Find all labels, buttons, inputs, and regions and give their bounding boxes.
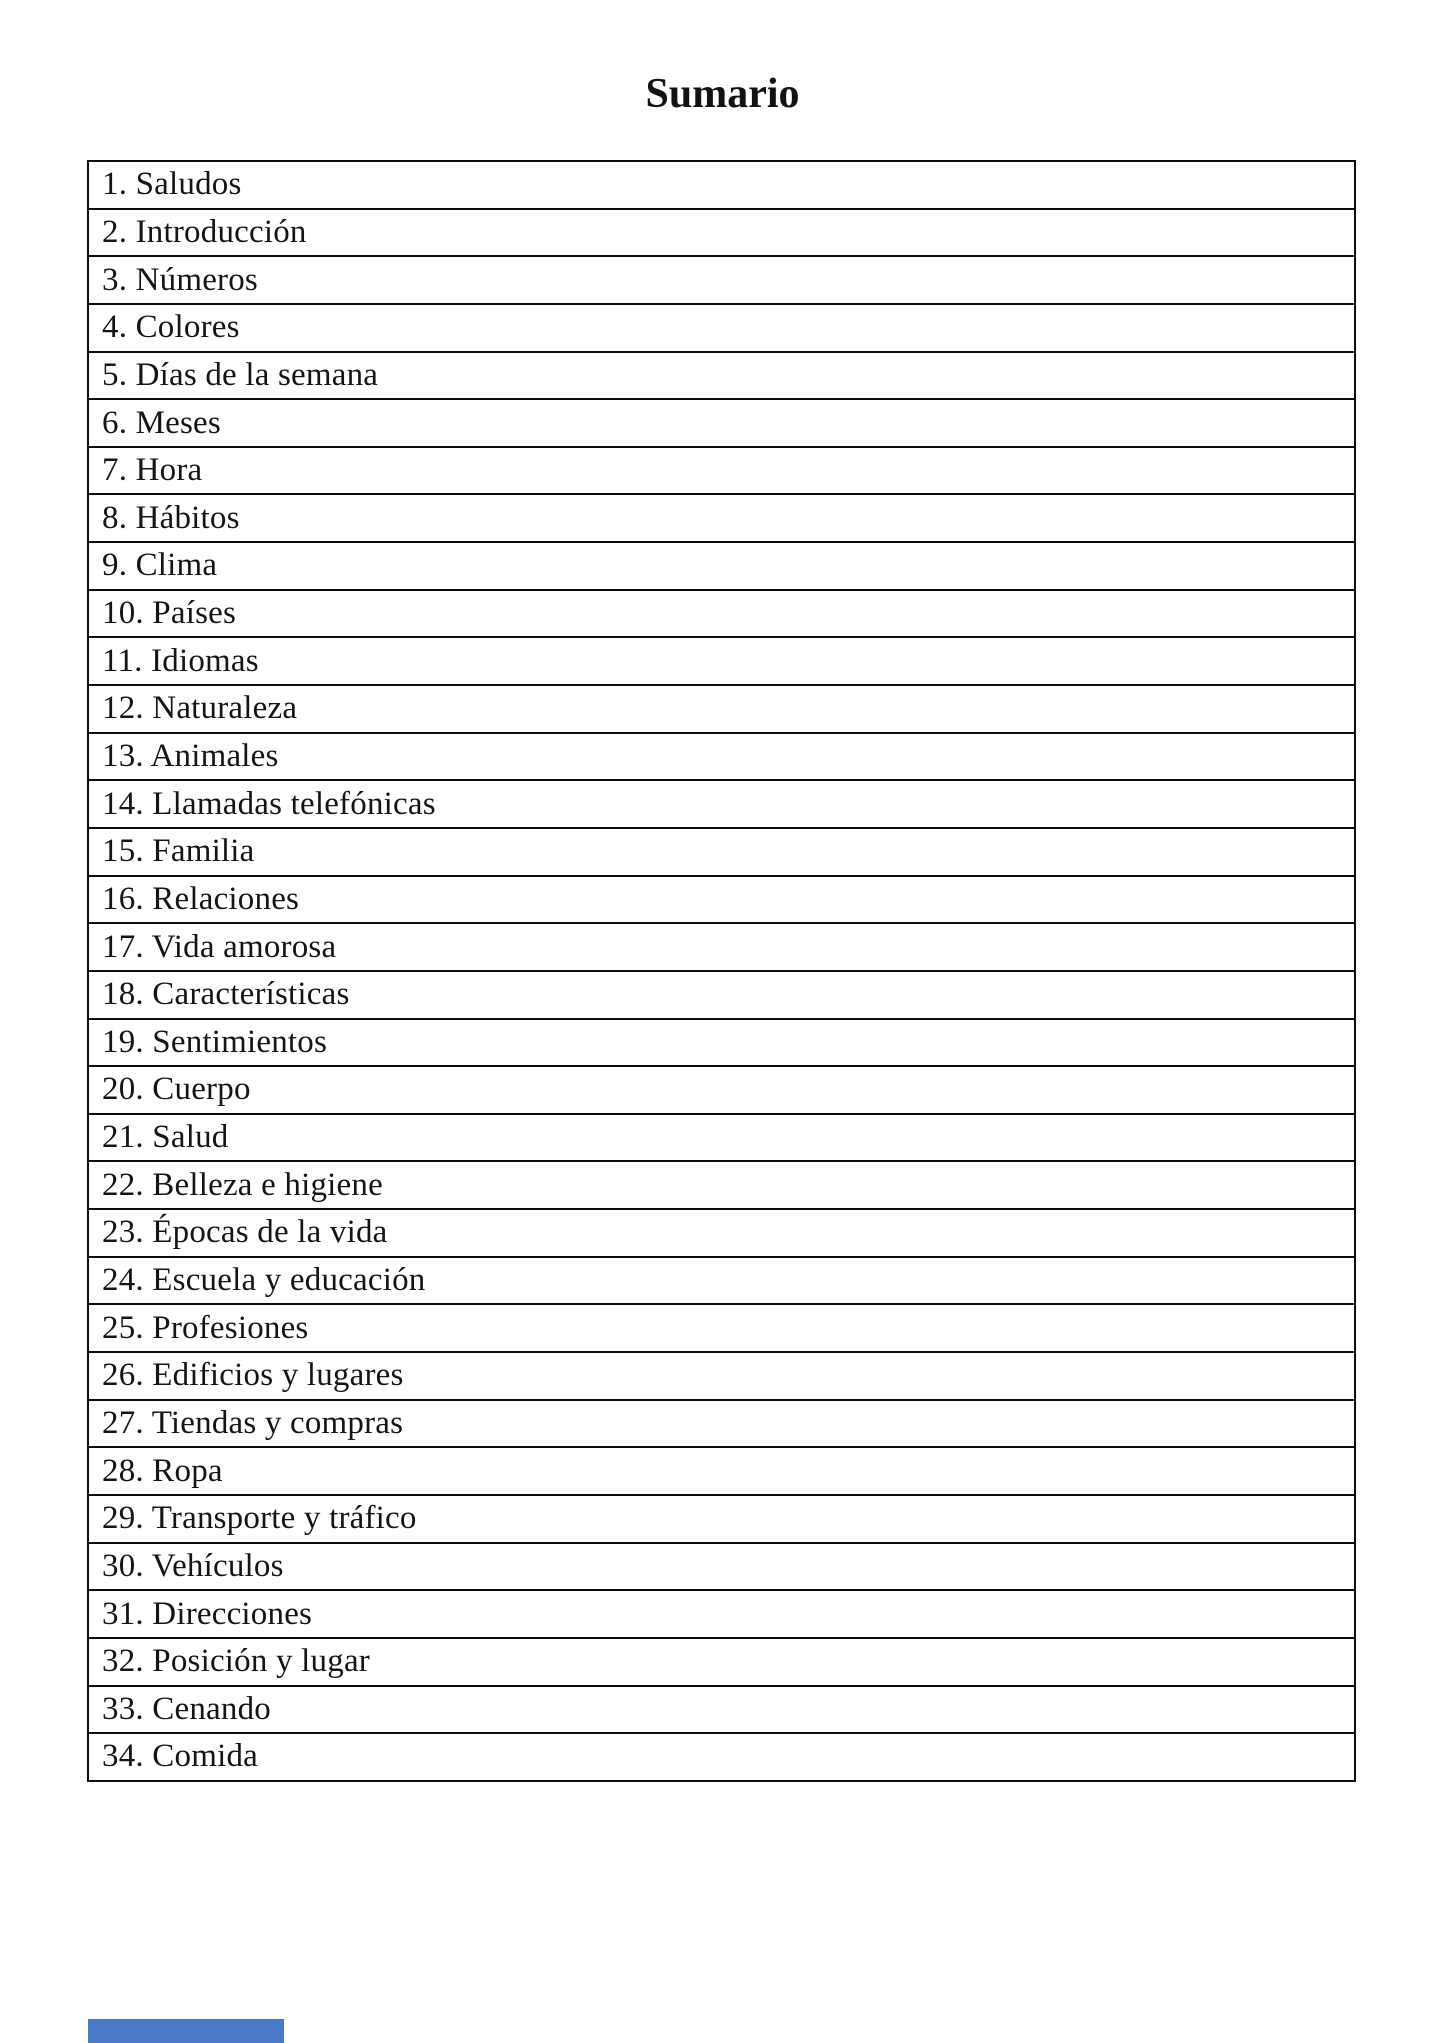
toc-row <box>89 1162 1354 1210</box>
toc-row-label: 14. Llamadas telefónicas <box>102 785 436 822</box>
toc-row-label: 22. Belleza e higiene <box>102 1166 383 1203</box>
toc-row-label: 4. Colores <box>102 309 240 346</box>
toc-row <box>89 1544 1354 1592</box>
toc-row <box>89 591 1354 639</box>
toc-row-label: 9. Clima <box>102 547 218 584</box>
toc-row <box>89 495 1354 543</box>
toc-row-label: 30. Vehículos <box>102 1547 284 1584</box>
toc-row <box>89 781 1354 829</box>
toc-row <box>89 1067 1354 1115</box>
toc-row <box>89 543 1354 591</box>
toc-row-label: 5. Días de la semana <box>102 356 379 393</box>
toc-row <box>89 686 1354 734</box>
toc-row-label: 33. Cenando <box>102 1690 272 1727</box>
toc-row <box>89 1115 1354 1163</box>
toc-row <box>89 1591 1354 1639</box>
toc-row <box>89 1639 1354 1687</box>
toc-row-label: 12. Naturaleza <box>102 690 298 727</box>
toc-row-label: 15. Familia <box>102 833 255 870</box>
toc-row <box>89 829 1354 877</box>
toc-row <box>89 924 1354 972</box>
toc-row-label: 26. Edificios y lugares <box>102 1357 404 1394</box>
toc-row <box>89 972 1354 1020</box>
toc-row <box>89 638 1354 686</box>
toc-row-label: 18. Características <box>102 976 350 1013</box>
toc-row <box>89 1687 1354 1735</box>
toc-row-label: 7. Hora <box>102 452 203 489</box>
toc-row <box>89 1258 1354 1306</box>
toc-row-label: 32. Posición y lugar <box>102 1643 370 1680</box>
toc-row <box>89 210 1354 258</box>
toc-row <box>89 877 1354 925</box>
toc-row-label: 20. Cuerpo <box>102 1071 251 1108</box>
toc-row <box>89 1353 1354 1401</box>
toc-row-label: 31. Direcciones <box>102 1595 313 1632</box>
toc-row-label: 16. Relaciones <box>102 880 300 917</box>
toc-row-label: 24. Escuela y educación <box>102 1262 426 1299</box>
toc-table <box>87 160 1356 1782</box>
toc-row <box>89 1448 1354 1496</box>
toc-row-label: 8. Hábitos <box>102 499 240 536</box>
toc-row-label: 10. Países <box>102 595 236 632</box>
toc-row-label: 27. Tiendas y compras <box>102 1404 404 1441</box>
toc-row <box>89 305 1354 353</box>
toc-row <box>89 162 1354 210</box>
toc-row <box>89 1734 1354 1780</box>
page-title: Sumario <box>645 71 800 117</box>
toc-row-label: 13. Animales <box>102 738 279 774</box>
toc-row-label: 3. Números <box>102 261 258 298</box>
toc-row-label: 25. Profesiones <box>102 1309 309 1346</box>
toc-row-label: 19. Sentimientos <box>102 1023 328 1060</box>
toc-row <box>89 1401 1354 1449</box>
toc-row-label: 34. Comida <box>102 1738 258 1775</box>
toc-row <box>89 400 1354 448</box>
toc-row <box>89 1020 1354 1068</box>
toc-row <box>89 1496 1354 1544</box>
toc-row-label: 21. Salud <box>102 1119 229 1156</box>
toc-row <box>89 1210 1354 1258</box>
toc-row <box>89 1305 1354 1353</box>
toc-row-label: 17. Vida amorosa <box>102 928 337 965</box>
toc-row-label: 6. Meses <box>102 404 221 441</box>
toc-row-label: 29. Transporte y tráfico <box>102 1500 417 1537</box>
toc-row-label: 2. Introducción <box>102 213 307 250</box>
toc-row <box>89 257 1354 305</box>
toc-row <box>89 734 1354 782</box>
toc-row-label: 23. Épocas de la vida <box>102 1214 388 1251</box>
toc-row-label: 11. Idiomas <box>102 642 259 679</box>
footer-link-bar[interactable] <box>88 2019 284 2043</box>
toc-row-label: 1. Saludos <box>102 166 242 203</box>
toc-row-label: 28. Ropa <box>102 1452 223 1489</box>
toc-row <box>89 448 1354 496</box>
toc-row <box>89 353 1354 401</box>
